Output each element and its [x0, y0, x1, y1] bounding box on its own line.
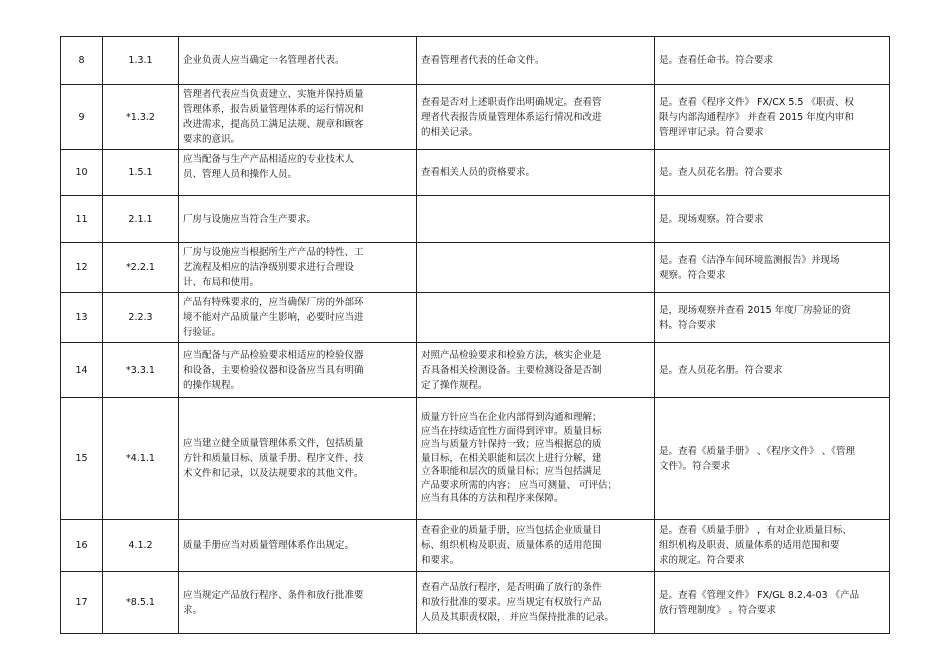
check-result: 是。查看《程序文件》 FX/CX 5.5 《职责、权 限与内部沟通程序》 并查看 2015 年度内审和 管理评审记录。符合要求 — [655, 85, 890, 150]
requirement-text: 产品有特殊要求的，应当确保厂房的外部环 境不能对产品质量产生影响，必要时应当进 行验证。 — [179, 293, 417, 343]
check-result: 是。查人员花名册。符合要求 — [655, 150, 890, 196]
requirement-text: 质量手册应当对质量管理体系作出规定。 — [179, 520, 417, 572]
check-method: 查看产品放行程序，是否明确了放行的条件 和放行批准的要求。应当规定有权放行产品 人员及其职责权限， 并应当保持批准的记录。 — [417, 572, 655, 634]
requirement-text: 应当规定产品放行程序、条件和放行批准要 求。 — [179, 572, 417, 634]
check-method: 质量方针应当在企业内部得到沟通和理解； 应当在持续适宜性方面得到评审。质量目标 应当与质量方针保持一致；应当根据总的质 量目标，在相关职能和层次上进行分解，建 立各职能和层次的质量目标；应当包括满足 产品要求所需的内容； 应当可测量、 可评估； 应当有具体的方法和程序来保障。 — [417, 398, 655, 520]
clause-number: *1.3.2 — [103, 85, 179, 150]
requirement-text: 应当配备与产品检验要求相适应的检验仪器 和设备，主要检验仪器和设备应当具有明确 的操作规程。 — [179, 343, 417, 398]
table-row — [61, 196, 890, 243]
item-number: 8 — [61, 37, 103, 85]
check-result: 是。查人员花名册。符合要求 — [655, 343, 890, 398]
table-row — [61, 520, 890, 572]
table-row — [61, 572, 890, 634]
clause-number: 2.2.3 — [103, 293, 179, 343]
item-number: 16 — [61, 520, 103, 572]
clause-number: *2.2.1 — [103, 243, 179, 293]
check-result: 是，现场观察并查看 2015 年度厂房验证的资 料。符合要求 — [655, 293, 890, 343]
requirement-text: 厂房与设施应当符合生产要求。 — [179, 196, 417, 243]
table-row — [61, 37, 890, 85]
item-number: 13 — [61, 293, 103, 343]
requirement-text: 应当配备与生产产品相适应的专业技术人 员、管理人员和操作人员。 — [179, 150, 417, 196]
check-method — [417, 196, 655, 243]
requirement-text: 企业负责人应当确定一名管理者代表。 — [179, 37, 417, 85]
check-method: 对照产品检验要求和检验方法，核实企业是 否具备相关检测设备。主要检测设备是否制 定了操作规程。 — [417, 343, 655, 398]
item-number: 10 — [61, 150, 103, 196]
clause-number: *3.3.1 — [103, 343, 179, 398]
requirement-text: 应当建立健全质量管理体系文件，包括质量 方针和质量目标、质量手册、程序文件、技 术文件和记录，以及法规要求的其他文件。 — [179, 398, 417, 520]
clause-number: 1.5.1 — [103, 150, 179, 196]
item-number: 11 — [61, 196, 103, 243]
clause-number: 1.3.1 — [103, 37, 179, 85]
check-result: 是。查看《质量手册》 、《程序文件》 、《管理 文件》。符合要求 — [655, 398, 890, 520]
requirement-text: 厂房与设施应当根据所生产产品的特性、工 艺流程及相应的洁净级别要求进行合理设 计、布局和使用。 — [179, 243, 417, 293]
table-row — [61, 243, 890, 293]
check-method — [417, 293, 655, 343]
item-number: 14 — [61, 343, 103, 398]
check-method — [417, 243, 655, 293]
check-method: 查看企业的质量手册，应当包括企业质量目 标、组织机构及职责、质量体系的适用范围 和要求。 — [417, 520, 655, 572]
requirement-text: 管理者代表应当负责建立、实施并保持质量 管理体系，报告质量管理体系的运行情况和 改进需求，提高员工满足法规、规章和顾客 要求的意识。 — [179, 85, 417, 150]
item-number: 17 — [61, 572, 103, 634]
table-row — [61, 85, 890, 150]
inspection-table — [60, 36, 890, 634]
item-number: 9 — [61, 85, 103, 150]
table-row — [61, 293, 890, 343]
check-result: 是。查看《管理文件》 FX/GL 8.2.4-03 《产品 放行管理制度》 。符合要求 — [655, 572, 890, 634]
item-number: 12 — [61, 243, 103, 293]
check-method: 查看管理者代表的任命文件。 — [417, 37, 655, 85]
check-method: 查看是否对上述职责作出明确规定。查看管 理者代表报告质量管理体系运行情况和改进 的相关记录。 — [417, 85, 655, 150]
check-method: 查看相关人员的资格要求。 — [417, 150, 655, 196]
check-result: 是。现场观察。符合要求 — [655, 196, 890, 243]
clause-number: *4.1.1 — [103, 398, 179, 520]
table-row — [61, 398, 890, 520]
item-number: 15 — [61, 398, 103, 520]
check-result: 是。查看《洁净车间环境监测报告》并现场 观察。符合要求 — [655, 243, 890, 293]
check-result: 是。查看《质量手册》 ，有对企业质量目标、 组织机构及职责、质量体系的适用范围和要 求的规定。符合要求 — [655, 520, 890, 572]
clause-number: *8.5.1 — [103, 572, 179, 634]
table-row — [61, 150, 890, 196]
clause-number: 4.1.2 — [103, 520, 179, 572]
table-row — [61, 343, 890, 398]
check-result: 是。查看任命书。符合要求 — [655, 37, 890, 85]
clause-number: 2.1.1 — [103, 196, 179, 243]
